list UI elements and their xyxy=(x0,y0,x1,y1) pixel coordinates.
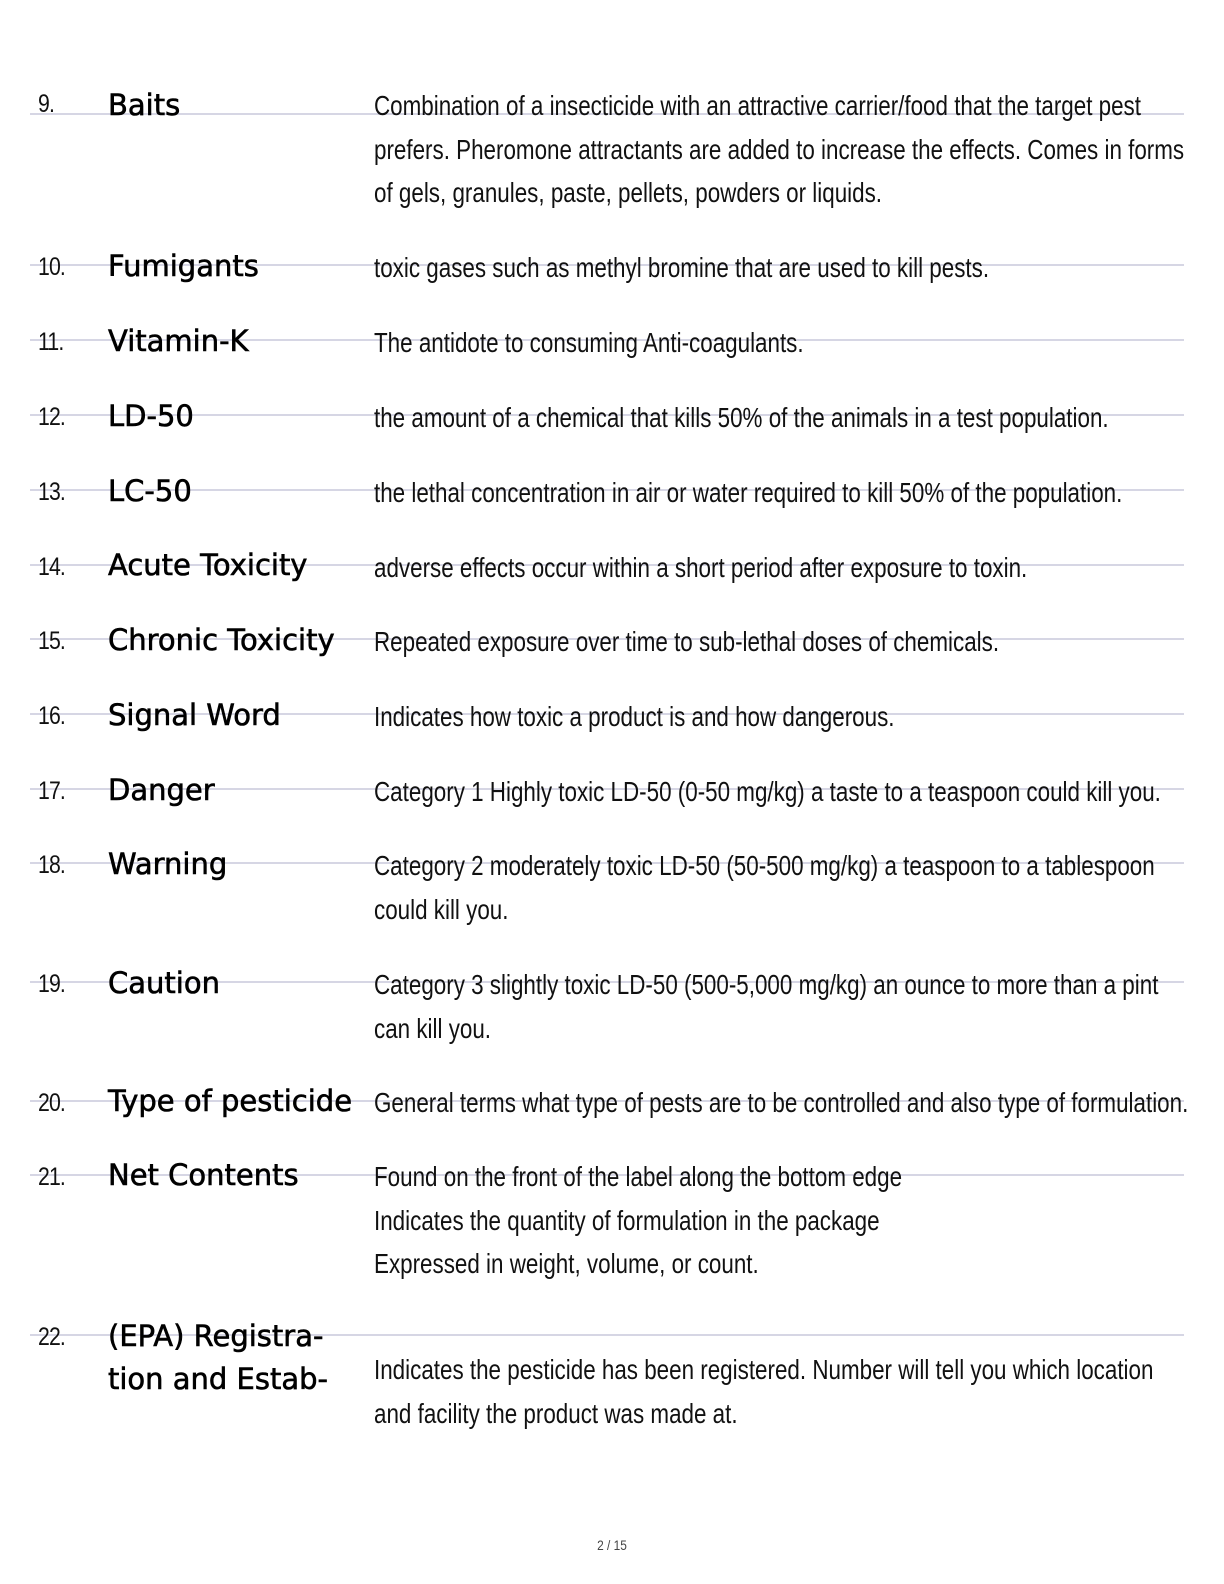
entry-term: Signal Word xyxy=(108,698,281,732)
entry-term: Acute Toxicity xyxy=(108,548,308,582)
entry-definition xyxy=(374,1155,1174,1286)
entry-definition xyxy=(374,1348,1174,1435)
definition-line: The antidote to consuming Anti-coagulants. xyxy=(374,327,804,358)
definition-line: General terms what type of pests are to be controlled and also type of formulation. xyxy=(374,1087,1189,1118)
definition-line: the amount of a chemical that kills 50% of the animals in a test population. xyxy=(374,402,1109,433)
entry-number: 16. xyxy=(38,702,66,730)
entry-definition xyxy=(374,963,1174,1050)
entry-definition xyxy=(374,246,1174,290)
entry-definition xyxy=(374,471,1174,515)
entry-term: Danger xyxy=(108,773,215,807)
entry-number: 10. xyxy=(38,253,66,281)
entry-number: 12. xyxy=(38,403,66,431)
definition-line: the lethal concentration in air or water required to kill 50% of the population. xyxy=(374,477,1123,508)
entry-term: LD-50 xyxy=(108,399,194,433)
definition-line: Category 1 Highly toxic LD-50 (0-50 mg/kg) a taste to a teaspoon could kill you. xyxy=(374,776,1161,807)
entry-number: 22. xyxy=(38,1323,66,1351)
entry-number: 9. xyxy=(38,90,55,118)
entry-number: 15. xyxy=(38,627,66,655)
definition-line: Category 2 moderately toxic LD-50 (50-500 mg/kg) a teaspoon to a tablespoon xyxy=(374,850,1155,881)
entry-number: 21. xyxy=(38,1163,66,1191)
entry-definition xyxy=(374,770,1174,814)
entry-definition xyxy=(374,321,1174,365)
entry-number: 19. xyxy=(38,970,66,998)
definition-line: Expressed in weight, volume, or count. xyxy=(374,1248,759,1279)
entry-definition xyxy=(374,844,1174,931)
entry-definition xyxy=(374,1081,1189,1125)
entry-number: 14. xyxy=(38,553,66,581)
entry-term: Chronic Toxicity xyxy=(108,623,335,657)
entry-definition xyxy=(374,620,1174,664)
definition-line: can kill you. xyxy=(374,1012,492,1044)
entry-term: Baits xyxy=(108,88,181,122)
entry-term: Net Contents xyxy=(108,1158,299,1192)
definition-line: Combination of a insecticide with an attractive carrier/food that the target pest xyxy=(374,90,1141,121)
definition-line: could kill you. xyxy=(374,893,509,925)
entry-term: Type of pesticide xyxy=(108,1084,353,1118)
entry-number: 17. xyxy=(38,777,66,805)
entry-number: 18. xyxy=(38,851,66,879)
entry-term: Fumigants xyxy=(108,249,259,283)
definition-line: Category 3 slightly toxic LD-50 (500-5,000 mg/kg) an ounce to more than a pint xyxy=(374,969,1159,1000)
entry-definition xyxy=(374,546,1174,590)
definition-line: of gels, granules, paste, pellets, powders or liquids. xyxy=(374,177,883,208)
definition-line: Found on the front of the label along the bottom edge xyxy=(374,1161,903,1192)
entry-number: 13. xyxy=(38,478,66,506)
entry-definition xyxy=(374,396,1174,440)
definition-line: and facility the product was made at. xyxy=(374,1397,738,1429)
entry-term: Vitamin-K xyxy=(108,324,249,358)
entry-term: Caution xyxy=(108,966,220,1000)
entry-term: (EPA) Registra- tion and Estab- xyxy=(108,1319,328,1396)
entry-term: LC-50 xyxy=(108,474,192,508)
entry-number: 11. xyxy=(38,328,64,356)
definition-line: adverse effects occur within a short period after exposure to toxin. xyxy=(374,552,1028,583)
definition-line: Indicates the pesticide has been registered. Number will tell you which location xyxy=(374,1354,1154,1385)
definition-line: Indicates the quantity of formulation in the package xyxy=(374,1204,880,1236)
definition-line: prefers. Pheromone attractants are added to increase the effects. Comes in forms xyxy=(374,133,1185,165)
entry-definition xyxy=(374,84,1185,215)
definition-line: Repeated exposure over time to sub-lethal doses of chemicals. xyxy=(374,626,1000,657)
entry-term: Warning xyxy=(108,847,228,881)
definition-line: Indicates how toxic a product is and how dangerous. xyxy=(374,701,895,732)
entry-definition xyxy=(374,695,1174,739)
entry-number: 20. xyxy=(38,1089,66,1117)
definition-line: toxic gases such as methyl bromine that are used to kill pests. xyxy=(374,252,990,283)
page-number: 2 / 15 xyxy=(597,1537,627,1553)
